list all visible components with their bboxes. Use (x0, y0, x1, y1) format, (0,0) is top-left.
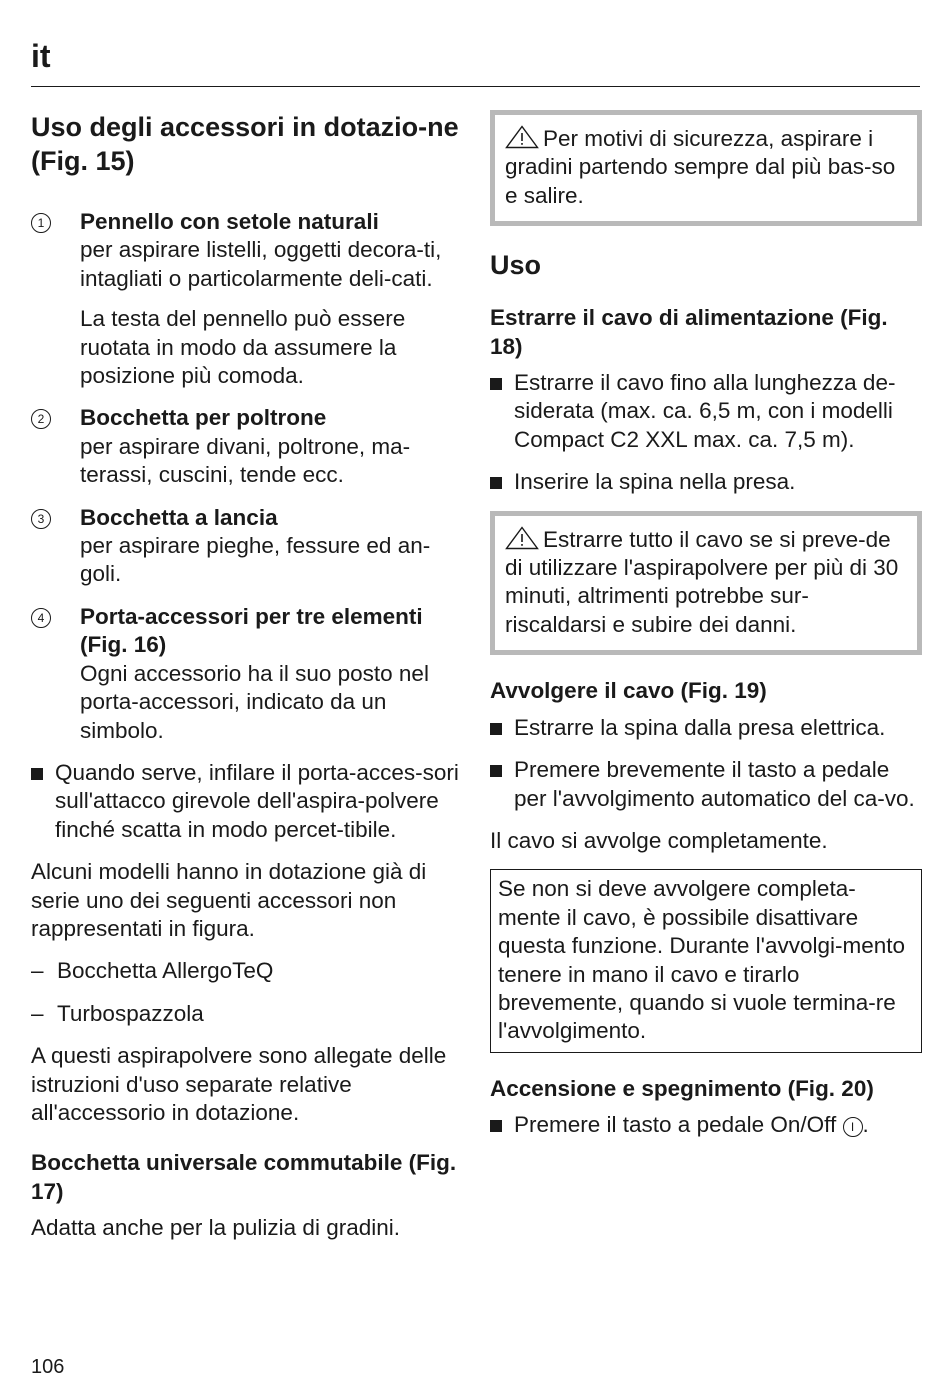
power-symbol-icon: I (843, 1117, 863, 1137)
subsection-heading: Avvolgere il cavo (Fig. 19) (490, 678, 767, 704)
item-extra: La testa del pennello può essere ruotata in modo da assumere la posizione più comoda. (80, 306, 406, 389)
bullet-text: Quando serve, infilare il porta-acces-sori sull'attacco girevole dell'aspira-polvere finché scatta in modo percet-tibile. (55, 759, 459, 842)
dash-item (31, 957, 461, 985)
warning-triangle-icon (505, 526, 539, 550)
bullet-text: Premere il tasto a pedale On/Off (514, 1112, 837, 1138)
paragraph: Alcuni modelli hanno in dotazione già di serie uno dei seguenti accessori non rappresentati in figura. (31, 859, 427, 941)
note-text: Se non si deve avvolgere completa-mente il cavo, è possibile disattivare questa funzione. Durante l'avvolgi-mento tenere in mano il cavo e tirarlo brevemente, quando si vuole termina-re l'avvolgimento. (498, 876, 906, 1044)
bullet-item (490, 468, 922, 496)
item-number: 2 (31, 409, 51, 429)
page-number: 106 (31, 1356, 65, 1378)
left-column (31, 110, 461, 1257)
warning-text: Per motivi di sicurezza, aspirare i gradini partendo sempre dal più bas-so e salire. (505, 126, 896, 208)
dash-item (31, 1000, 461, 1028)
bullet-item (490, 714, 922, 742)
warning-box (490, 511, 922, 656)
bullet-item (490, 1111, 922, 1139)
accessory-item (31, 603, 461, 745)
item-title: Bocchetta a lancia (80, 504, 278, 530)
bullet-square-icon (490, 378, 502, 390)
warning-box (490, 110, 922, 226)
paragraph: Adatta anche per la pulizia di gradini. (31, 1215, 400, 1241)
subsection-heading: Bocchetta universale commutabile (Fig. 17) (31, 1150, 457, 1204)
item-title: Pennello con setole naturali (80, 209, 379, 234)
paragraph: Il cavo si avvolge completamente. (490, 827, 828, 853)
item-number: 1 (31, 213, 51, 233)
item-text: per aspirare listelli, oggetti decora-ti, intagliati o particolarmente deli-cati. (80, 237, 442, 291)
accessory-item (31, 504, 461, 589)
bullet-item (490, 756, 922, 813)
dash-text: Turbospazzola (57, 1000, 204, 1026)
subsection-heading: Accensione e spegnimento (Fig. 20) (490, 1075, 874, 1101)
bullet-item (31, 759, 461, 844)
subsection-heading: Estrarre il cavo di alimentazione (Fig. 18) (490, 305, 888, 359)
accessories-heading: Uso degli accessori in dotazio-ne (Fig. 15) (31, 112, 459, 176)
header-rule (31, 86, 920, 87)
warning-triangle-icon (505, 125, 539, 149)
paragraph: A questi aspirapolvere sono allegate delle istruzioni d'uso separate relative all'accessorio in dotazione. (31, 1043, 447, 1125)
bullet-square-icon (490, 723, 502, 735)
note-box (490, 869, 922, 1052)
item-text: per aspirare divani, poltrone, ma-terassi, cuscini, tende ecc. (80, 433, 411, 488)
dash-icon: – (31, 958, 44, 984)
accessory-item (31, 404, 461, 489)
bullet-text: Estrarre la spina dalla presa elettrica. (514, 714, 886, 740)
bullet-square-icon (31, 768, 43, 780)
item-number: 4 (31, 608, 51, 628)
accessory-item (31, 208, 461, 390)
bullet-text: Premere brevemente il tasto a pedale per l'avvolgimento automatico del ca-vo. (514, 757, 915, 811)
item-title: Porta-accessori per tre elementi (Fig. 16) (80, 603, 423, 658)
bullet-text: Inserire la spina nella presa. (514, 469, 796, 495)
warning-text: Estrarre tutto il cavo se si preve-de di utilizzare l'aspirapolvere per più di 30 minuti, altrimenti potrebbe sur-riscaldarsi e subire dei danni. (505, 526, 899, 637)
dash-icon: – (31, 1000, 44, 1026)
item-text: per aspirare pieghe, fessure ed an-goli. (80, 533, 431, 587)
bullet-item (490, 369, 922, 454)
bullet-square-icon (490, 477, 502, 489)
right-column (490, 110, 922, 1154)
bullet-end: . (862, 1112, 869, 1138)
language-code: it (31, 38, 51, 74)
item-text: Ogni accessorio ha il suo posto nel porta-accessori, indicato da un simbolo. (80, 660, 429, 743)
item-title: Bocchetta per poltrone (80, 405, 327, 431)
dash-text: Bocchetta AllergoTeQ (57, 958, 274, 984)
section-heading: Uso (490, 250, 542, 281)
bullet-square-icon (490, 765, 502, 777)
item-number: 3 (31, 509, 51, 529)
bullet-square-icon (490, 1120, 502, 1132)
bullet-text: Estrarre il cavo fino alla lunghezza de-siderata (max. ca. 6,5 m, con i modelli Compact C2 XXL max. ca. 7,5 m). (514, 370, 896, 452)
